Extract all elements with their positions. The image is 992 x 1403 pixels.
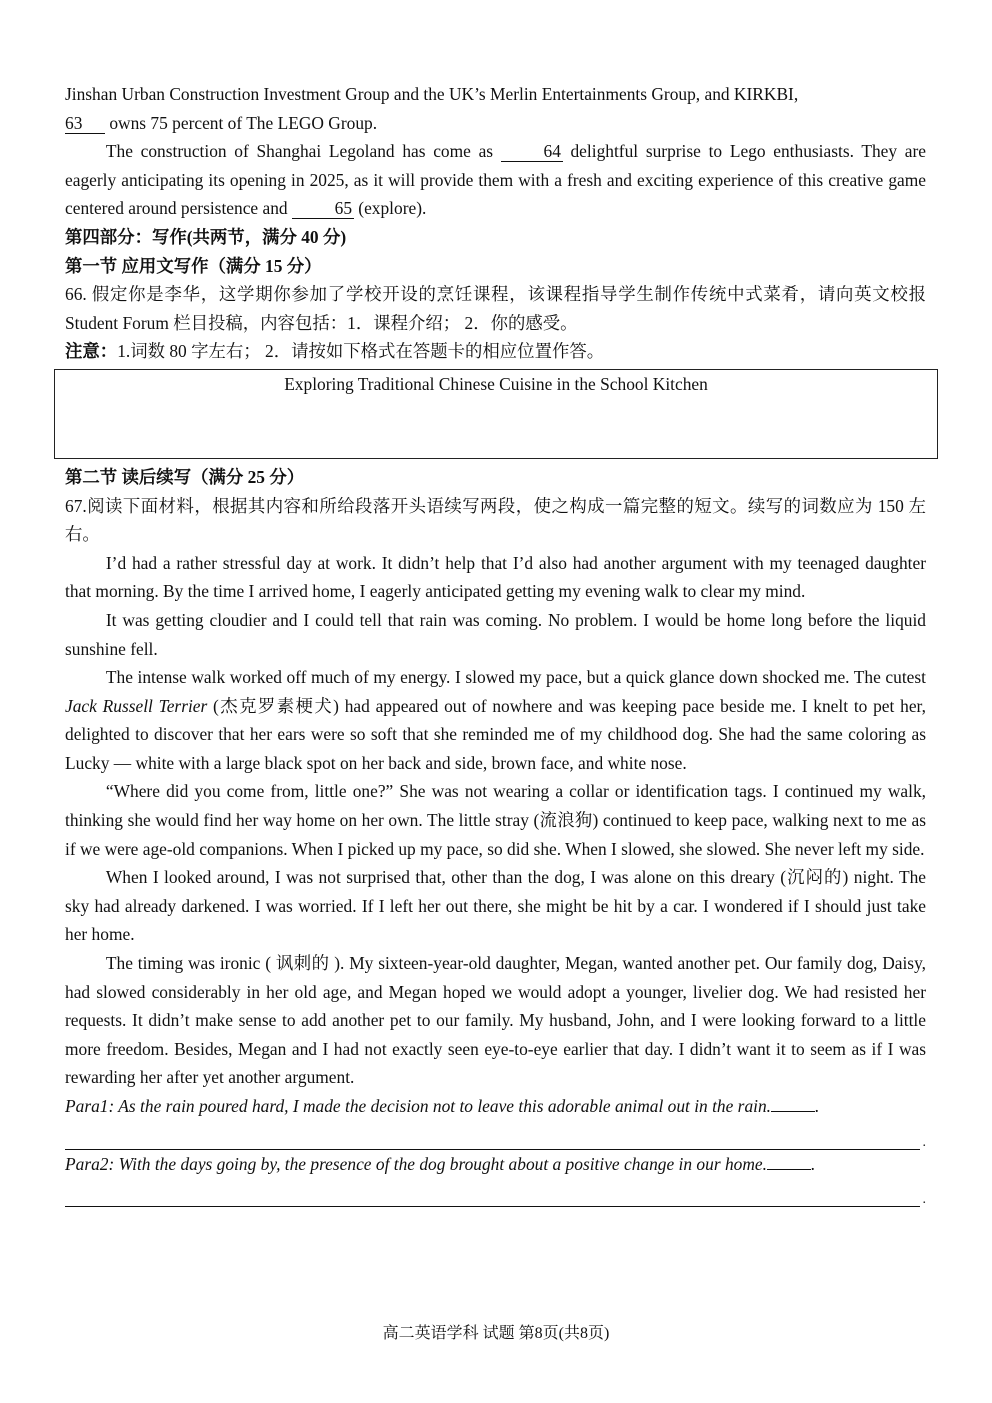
para2-prompt: Para2: With the days going by, the presence of the dog brought about a positive change in our home. .	[65, 1153, 816, 1174]
note-line	[65, 337, 926, 366]
legoland-paragraph	[65, 137, 926, 223]
dog-breed-italic: Jack Russell Terrier	[65, 695, 208, 716]
story-paragraph-3	[65, 663, 926, 777]
para2-answer-line: .	[65, 1178, 926, 1207]
page-footer: 高二英语学科 试题 第8页(共8页)	[382, 1325, 610, 1342]
writing-box	[54, 369, 938, 459]
text-segment: (杰克罗素梗犬) had appeared out of nowhere and was keeping pace beside me. I knelt to pet her, delighted to discover that her ears were so soft that she reminded me of my childhood dog. She had the same coloring as Lucky — white with a large black spot on her back and side, brown face, and white nose.	[65, 695, 926, 773]
para1-prompt: Para1: As the rain poured hard, I made the decision not to leave this adorable animal out in the rain. .	[65, 1096, 820, 1116]
blank-64: 64	[501, 141, 563, 162]
para2-text: Para2: With the days going by, the presence of the dog brought about a positive change in our home.	[65, 1153, 767, 1174]
text-segment: delightful surprise to Lego enthusiasts. They are eagerly anticipating its opening in 2025, as it will provide them with a fresh and exciting experience of this creative game centered around persistence and	[65, 141, 927, 219]
story-paragraph-6: The timing was ironic ( 讽刺的 ). My sixteen-year-old daughter, Megan, wanted another pet. Our family dog, Daisy, had slowed considerably in her old age, and Megan hoped we would adopt a younger, livelier dog. We had resisted her requests. It didn’t make sense to add another pet to our family. My husband, John, and I were looking forward to a little more freedom. Besides, Megan and I had not exactly seen eye-to-eye earlier that day. I didn’t want it to seem as if I was rewarding her after yet another argument.	[65, 953, 926, 1088]
blank-63: 63	[65, 113, 105, 134]
part4-heading: 第四部分：写作(共两节，满分 40 分)	[65, 226, 347, 247]
story-paragraph-4: “Where did you come from, little one?” She was not wearing a collar or identification tags. I continued my walk, thinking she would find her way home on her own. The little stray (流浪狗) continued to keep pace, walking next to me as if we were age-old companions. When I picked up my pace, so did she. When I slowed, she slowed. She never left my side.	[65, 781, 926, 859]
question-66: 66. 假定你是李华，这学期你参加了学校开设的烹饪课程，该课程指导学生制作传统中式菜肴，请向英文校报 Student Forum 栏目投稿，内容包括：1．课程介绍； 2．你的感受。	[65, 284, 926, 333]
para1-text: Para1: As the rain poured hard, I made the decision not to leave this adorable animal out in the rain.	[65, 1096, 772, 1116]
note-label: 注意：	[65, 341, 118, 362]
writing-box-title: Exploring Traditional Chinese Cuisine in the School Kitchen	[284, 373, 708, 394]
para1-answer-line: .	[65, 1121, 926, 1150]
blank-65: 65	[292, 198, 354, 219]
section1-heading: 第一节 应用文写作（满分 15 分）	[65, 255, 322, 276]
para1-blank	[771, 1095, 815, 1112]
para2-blank	[767, 1153, 811, 1170]
story-paragraph-2: It was getting cloudier and I could tell that rain was coming. No problem. I would be home long before the liquid sunshine fell.	[65, 609, 926, 659]
text-segment: The construction of Shanghai Legoland has come as	[105, 141, 501, 162]
text-segment: (explore).	[353, 198, 427, 219]
section2-heading: 第二节 读后续写（满分 25 分）	[65, 466, 305, 487]
story-paragraph-1: I’d had a rather stressful day at work. It didn’t help that I’d also had another argument with my teenaged daughter that morning. By the time I arrived home, I eagerly anticipated getting my evening walk to clear my mind.	[65, 552, 926, 602]
story-paragraph-5: When I looked around, I was not surprised that, other than the dog, I was alone on this dreary (沉闷的) night. The sky had already darkened. I was worried. If I left her out there, she might be hit by a car. I wondered if I should just take her home.	[65, 867, 926, 945]
passage-line-2: owns 75 percent of The LEGO Group.	[105, 112, 378, 133]
passage-end-paragraph	[65, 80, 926, 137]
text-segment: The intense walk worked off much of my energy. I slowed my pace, but a quick glance down shocked me. The cutest	[105, 667, 926, 688]
question-67: 67.阅读下面材料，根据其内容和所给段落开头语续写两段，使之构成一篇完整的短文。续写的词数应为 150 左右。	[65, 495, 926, 545]
passage-line-1: Jinshan Urban Construction Investment Group and the UK’s Merlin Entertainments Group, and KIRKBI,	[65, 84, 799, 104]
note-text: 1.词数 80 字左右； 2．请按如下格式在答题卡的相应位置作答。	[117, 341, 605, 362]
